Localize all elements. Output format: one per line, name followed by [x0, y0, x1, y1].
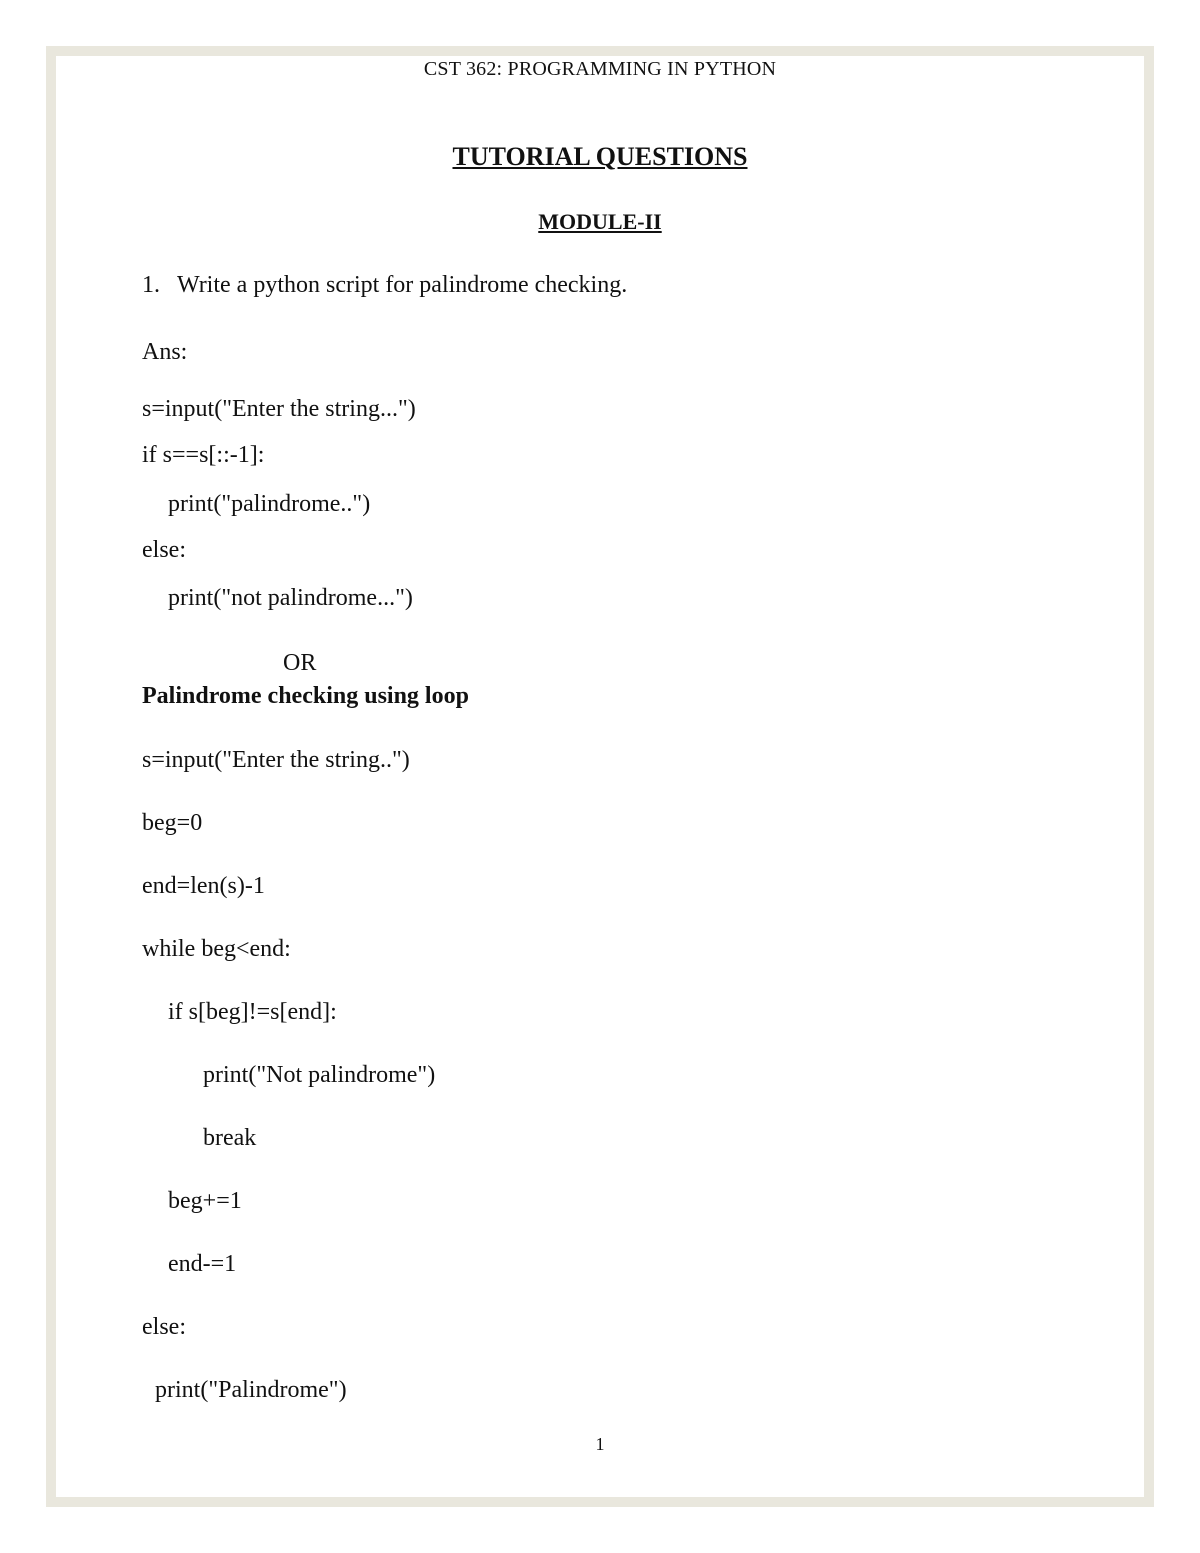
- code-line: else:: [142, 537, 186, 563]
- page-border: [46, 46, 1154, 1507]
- module-heading: MODULE-II: [538, 209, 662, 234]
- code-line: beg+=1: [168, 1188, 242, 1214]
- code-line: end-=1: [168, 1251, 237, 1277]
- code-line: beg=0: [142, 810, 203, 836]
- code-line: print("Palindrome"): [155, 1377, 347, 1403]
- code-line: print("palindrome.."): [168, 491, 371, 517]
- code-line: end=len(s)-1: [142, 873, 265, 899]
- document-title: TUTORIAL QUESTIONS: [452, 142, 748, 171]
- answer-label: Ans:: [142, 339, 188, 365]
- code-line: s=input("Enter the string.."): [142, 747, 410, 773]
- code-line: if s[beg]!=s[end]:: [168, 999, 337, 1025]
- code-line: s=input("Enter the string..."): [142, 396, 416, 422]
- question-text: Write a python script for palindrome checking.: [177, 272, 628, 298]
- page-number: 1: [595, 1434, 605, 1454]
- code-line: break: [203, 1125, 257, 1151]
- code-line: if s==s[::-1]:: [142, 442, 265, 468]
- code-line: print("not palindrome..."): [168, 585, 413, 611]
- code-line: print("Not palindrome"): [203, 1062, 436, 1088]
- solution2-heading: Palindrome checking using loop: [142, 683, 469, 709]
- page-header: CST 362: PROGRAMMING IN PYTHON: [423, 58, 777, 80]
- question-number: 1.: [142, 272, 160, 298]
- code-line: else:: [142, 1314, 186, 1340]
- code-line: while beg<end:: [142, 936, 291, 962]
- or-separator: OR: [283, 650, 317, 676]
